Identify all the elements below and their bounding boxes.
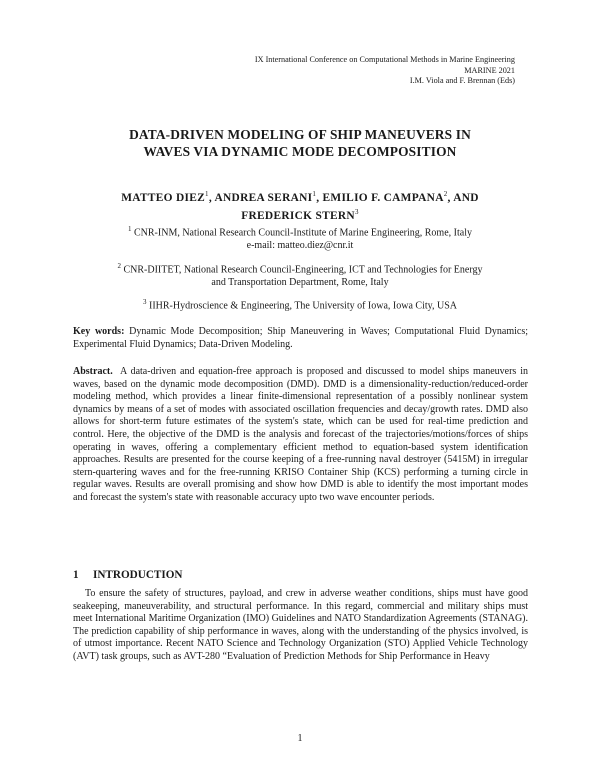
author-separator: ,	[316, 191, 323, 204]
author-name: ANDREA SERANI	[214, 191, 313, 204]
section-heading	[73, 569, 183, 581]
author-name: MATTEO DIEZ	[121, 191, 206, 204]
affiliation-text: IIHR-Hydroscience & Engineering, The University of Iowa, Iowa City, USA	[149, 300, 457, 312]
abstract	[73, 366, 528, 505]
keywords	[73, 326, 528, 351]
conference-acronym: MARINE 2021	[464, 65, 515, 75]
author-affiliation-mark: 3	[354, 208, 359, 217]
author-name: EMILIO F. CAMPANA	[322, 191, 444, 204]
conference-name: IX International Conference on Computational Methods in Marine Engineering	[254, 55, 515, 64]
author-affiliation-mark: 1	[205, 190, 209, 198]
introduction-paragraph: To ensure the safety of structures, payload, and crew in adverse weather conditions, ships must have good seakeeping, maneuverability, and structural performance. In this regard, commercial and military ships must meet International Maritime Organization (IMO) Guidelines and NATO Standardization Agreements (STANAG). The prediction capability of ship performance in waves, along with the understanding of the physics involved, is of utmost importance. Recent NATO Science and Technology Organization (STO) Applied Vehicle Technology (AVT) task groups, such as AVT-280 “Evaluation of Prediction Methods for Ship Performance in Heavy	[73, 588, 528, 662]
affiliation-mark: 2	[117, 262, 121, 270]
author-name: FREDERICK STERN	[241, 210, 355, 223]
abstract-text: A data-driven and equation-free approach is proposed and discussed to model ships maneuvers in waves, based on the dynamic mode decomposition (DMD). DMD is a dimensionality-reduction/reduced-order modeling method, which provides a linear finite-dimensional representation of a possibly nonlinear system dynamics by means of a set of modes with associated oscillation frequencies and decay/growth rates. DMD also allows for short-term future estimates of the system's state, which can be used for real-time prediction and control. Here, the objective of the DMD is the analysis and forecast of the trajectories/motions/forces of ships operating in waves, offering a complementary efficient method to equation-based system identification approaches. Results are presented for the course keeping of a free-running naval destroyer (5415M) in irregular stern-quartering waves and for the free-running KRISO Container Ship (KCS) performing a turning circle in regular waves. Results are overall promising and show how DMD is able to identify the most important modes and forecast the system's state with reasonable accuracy upto two wave encounter periods.	[73, 366, 528, 503]
abstract-label: Abstract.	[73, 366, 113, 377]
affiliation-mark: 1	[128, 225, 132, 233]
title-line-2: WAVES VIA DYNAMIC MODE DECOMPOSITION	[143, 144, 457, 159]
author-line-2	[60, 205, 540, 223]
author-separator: ,	[208, 191, 215, 204]
author-separator: , AND	[447, 191, 479, 204]
conference-header	[255, 55, 515, 87]
author-affiliation-mark: 1	[312, 190, 317, 198]
keywords-label: Key words:	[73, 326, 125, 337]
affiliation-mark: 3	[143, 298, 147, 306]
section-title: INTRODUCTION	[93, 569, 183, 581]
affiliation-text-cont: and Transportation Department, Rome, Italy	[211, 276, 389, 288]
affiliation-2	[70, 260, 530, 290]
affiliation-3	[70, 296, 530, 313]
paper-title	[60, 126, 540, 160]
keywords-text: Dynamic Mode Decomposition; Ship Maneuvering in Waves; Computational Fluid Dynamics; Experimental Fluid Dynamics; Data-Driven Modeling.	[73, 326, 529, 350]
affiliation-text: CNR-INM, National Research Council-Institute of Marine Engineering, Rome, Italy	[134, 227, 472, 239]
affiliation-1	[70, 223, 530, 253]
section-number: 1	[73, 569, 79, 581]
author-list	[60, 187, 540, 224]
conference-editors: I.M. Viola and F. Brennan (Eds)	[409, 76, 515, 85]
affiliation-text: CNR-DIITET, National Research Council-Engineering, ICT and Technologies for Energy	[123, 264, 483, 276]
author-line-1	[60, 187, 540, 205]
author-affiliation-mark: 2	[443, 190, 448, 198]
author-email: e-mail: matteo.diez@cnr.it	[246, 239, 354, 251]
title-line-1: DATA-DRIVEN MODELING OF SHIP MANEUVERS IN	[129, 127, 471, 142]
page-number: 1	[297, 733, 303, 744]
